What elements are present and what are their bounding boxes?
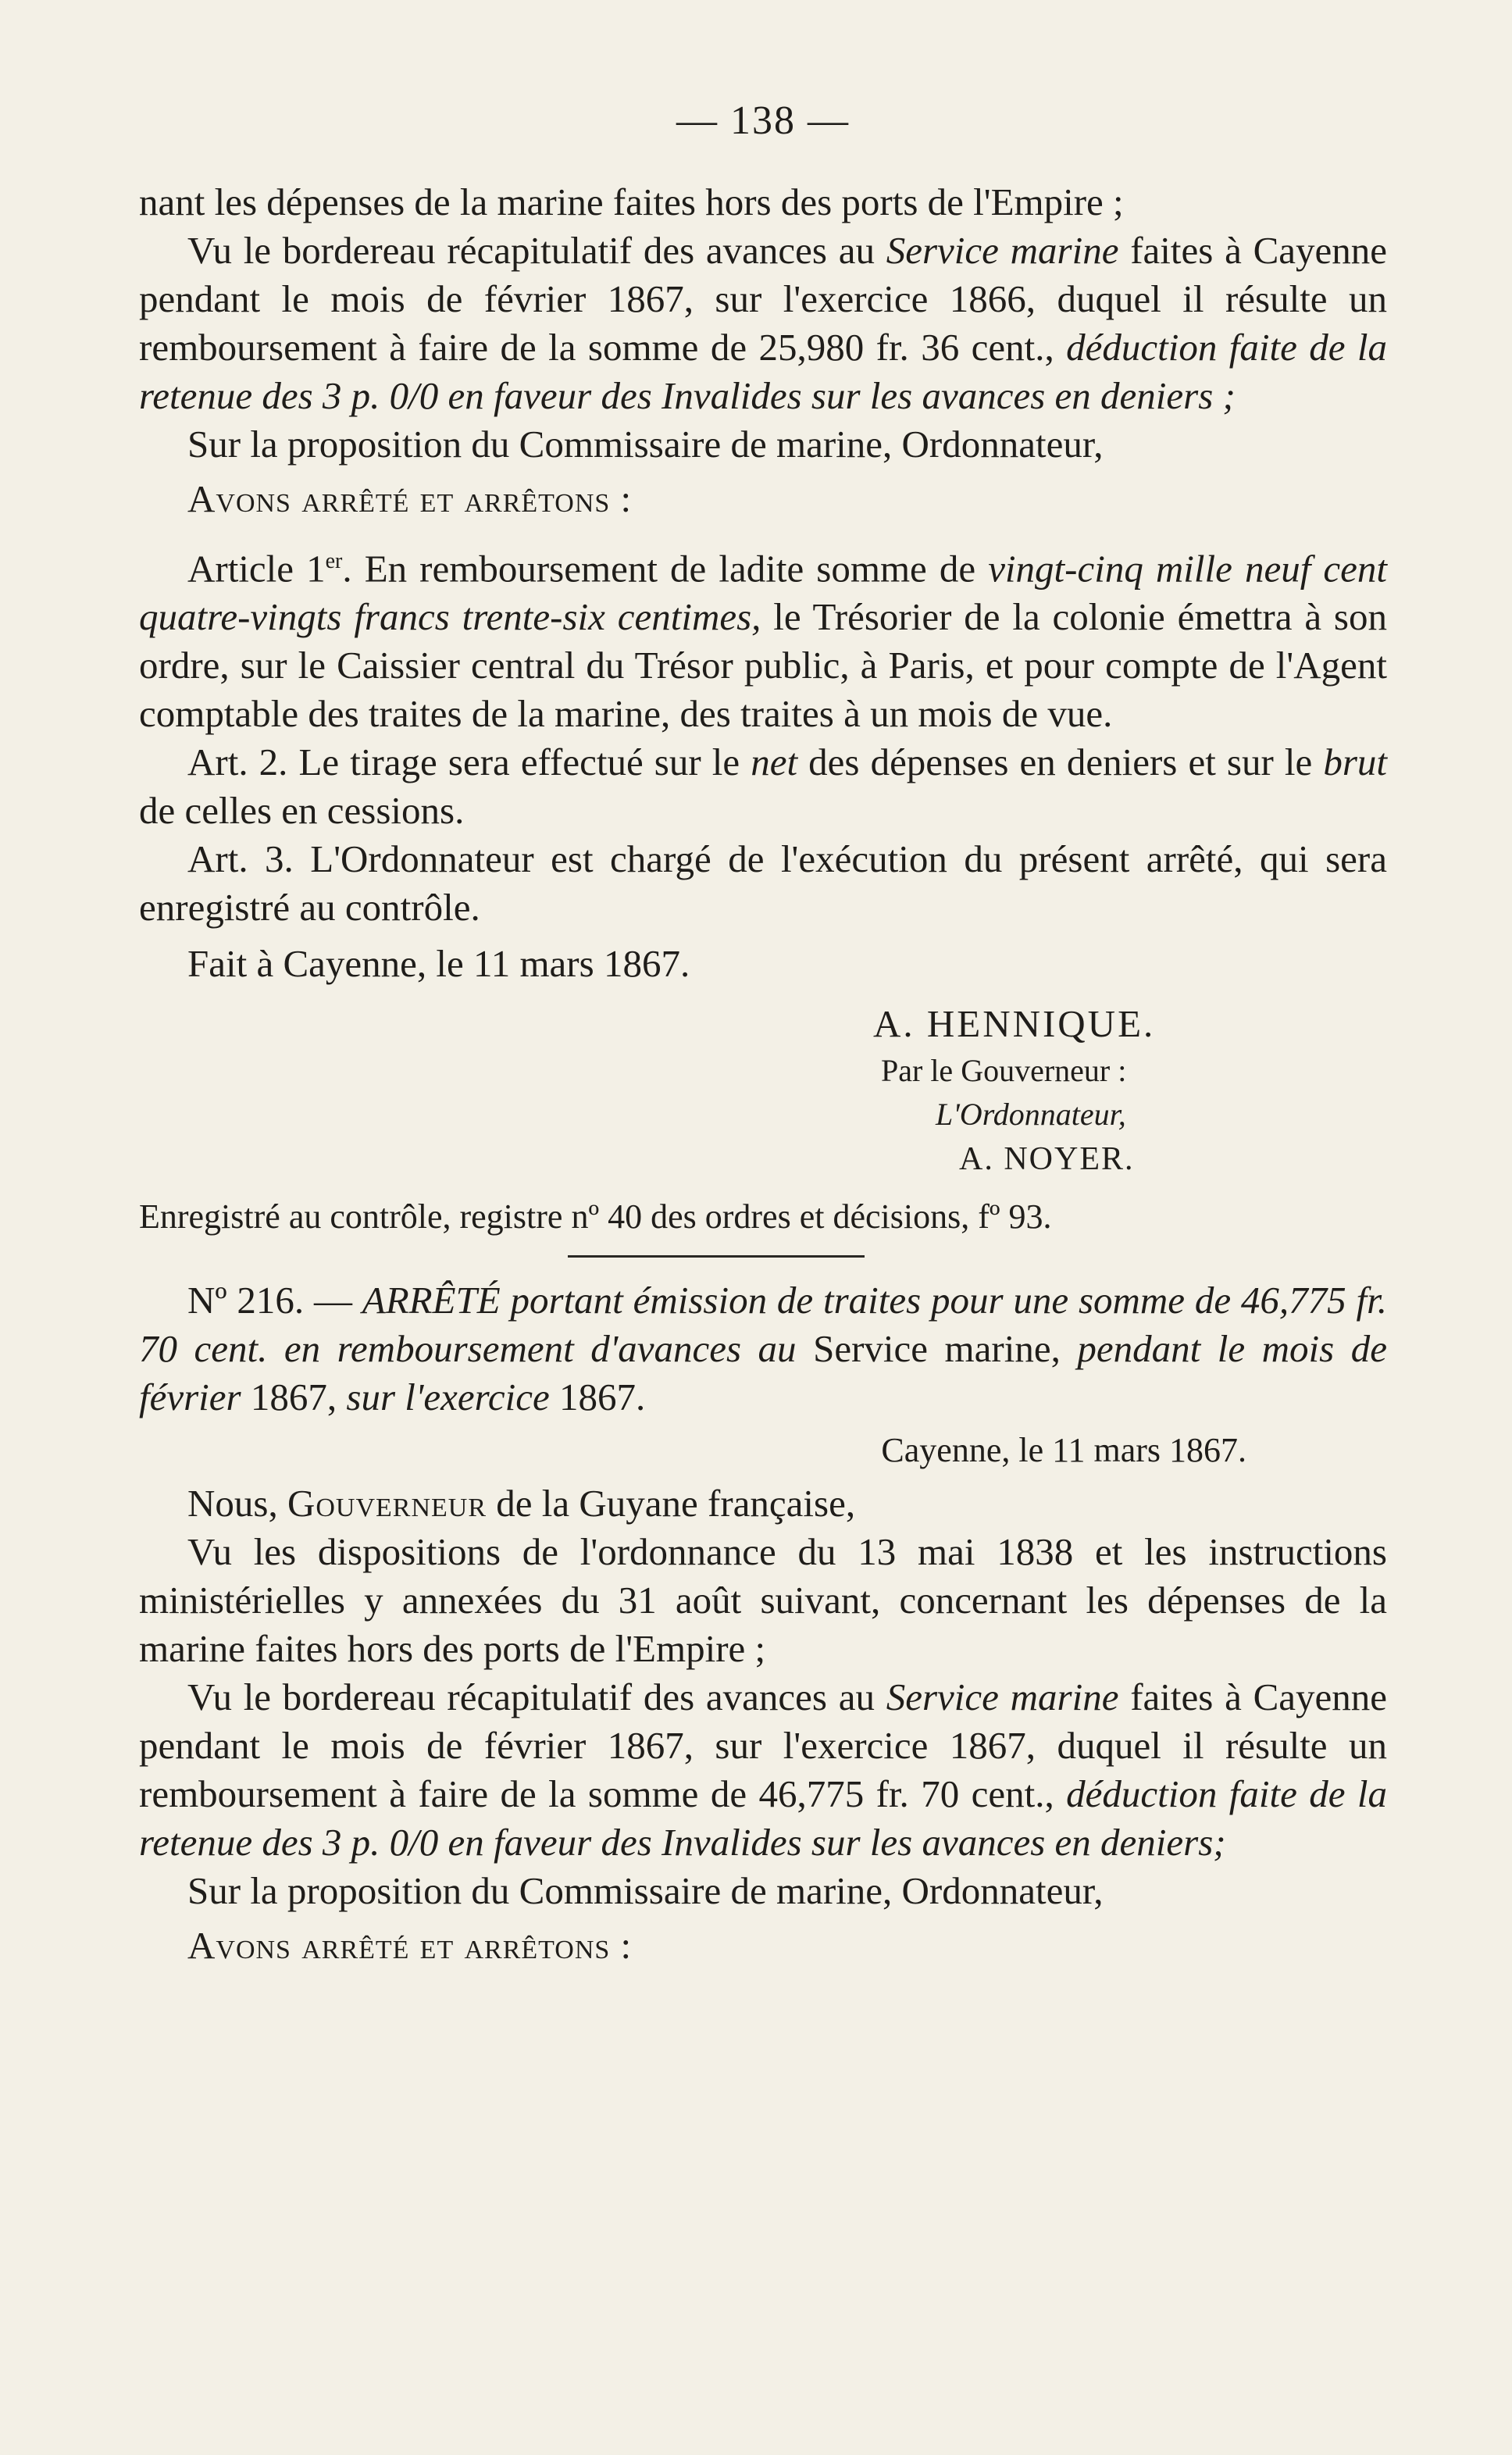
- italic-run: net: [751, 740, 798, 784]
- ordonnateur-role: L'Ordonnateur,: [936, 1097, 1126, 1133]
- decree-continuation: [139, 178, 1387, 1241]
- paragraph-bordereau: [139, 227, 1387, 420]
- text-run: 1867,: [241, 1376, 347, 1419]
- text-run: de la Guyane française,: [487, 1482, 856, 1525]
- page-number: — 138 —: [676, 98, 850, 143]
- article-2: [139, 738, 1387, 835]
- text-run: Art. 2. Le tirage sera effectué sur le: [187, 740, 751, 784]
- paragraph-proposition-2: Sur la proposition du Commissaire de marine, Ordonnateur,: [187, 1869, 1104, 1913]
- signatory-name: A. HENNIQUE.: [873, 1002, 1156, 1046]
- section-divider: [568, 1255, 865, 1258]
- text-run: de celles en cessions.: [139, 789, 465, 833]
- decree-date: Cayenne, le 11 mars 1867.: [881, 1431, 1246, 1470]
- text-run: Vu le bordereau récapitulatif des avances au: [187, 1675, 886, 1719]
- ordonnateur-name: A. NOYER.: [959, 1141, 1135, 1178]
- decree-216: [139, 1276, 1387, 1970]
- decree-number: Nº 216. —: [187, 1279, 362, 1322]
- text-run: 1867.: [549, 1376, 646, 1419]
- paragraph-bordereau-2: [139, 1673, 1387, 1867]
- text-run: des dépenses en deniers et sur le: [797, 740, 1324, 784]
- italic-run: ARRÊTÉ portant émission de traites pour une somme de 46,775 fr. 70 cent. en remboursement d'avances au: [139, 1279, 1387, 1371]
- italic-run: déduction faite de la retenue des 3 p. 0/0 en faveur des Invalides sur les avances en deniers;: [139, 1772, 1387, 1864]
- text-run: Service marine,: [796, 1327, 1078, 1371]
- article-label: Article 1: [187, 547, 326, 591]
- italic-run: sur l'exercice: [346, 1376, 550, 1419]
- article-1: [139, 537, 1387, 738]
- text-run: Nous,: [187, 1482, 287, 1525]
- text-run: faites à Cayenne pendant le mois de février 1867, sur l'exercice 1866, duquel il résulte un remboursement à faire de la somme de 25,980 fr. 36 cent.,: [139, 229, 1388, 369]
- decision-line: Avons arrêté et arrêtons :: [187, 477, 633, 520]
- text-run: le Trésorier de la colonie émettra à son ordre, sur le Caissier central du Trésor public, à Paris, et pour compte de l'Agent comptable des traites de la marine, des traites à un mois de vue.: [139, 595, 1387, 736]
- registration-note: Enregistré au contrôle, registre nº 40 des ordres et décisions, fº 93.: [139, 1197, 1052, 1236]
- by-governor-line: Par le Gouverneur :: [881, 1053, 1127, 1089]
- paragraph-ports-continued: [139, 178, 1387, 227]
- text-run: Vu le bordereau récapitulatif des avances au: [187, 229, 886, 272]
- governor-line: [139, 1479, 1387, 1528]
- paragraph-proposition: Sur la proposition du Commissaire de marine, Ordonnateur,: [187, 423, 1104, 466]
- decree-heading: [139, 1276, 1387, 1422]
- italic-run: déduction faite de la retenue des 3 p. 0/0 en faveur des Invalides sur les avances en deniers ;: [139, 326, 1387, 417]
- superscript: er: [325, 549, 343, 573]
- italic-run: brut: [1323, 740, 1387, 784]
- article-3: Art. 3. L'Ordonnateur est chargé de l'exécution du présent arrêté, qui sera enregistré au contrôle.: [139, 837, 1387, 930]
- italic-run: vingt-cinq mille neuf cent quatre-vingts francs trente-six centimes,: [139, 547, 1387, 639]
- signature-block: [873, 999, 1387, 1182]
- text-run: faites à Cayenne pendant le mois de février 1867, sur l'exercice 1867, duquel il résulte un remboursement à faire de la somme de 46,775 fr. 70 cent.,: [139, 1675, 1388, 1816]
- italic-run: pendant le mois de février: [139, 1327, 1387, 1419]
- text-run: . En remboursement de ladite somme de: [342, 547, 989, 591]
- done-at-line: Fait à Cayenne, le 11 mars 1867.: [187, 942, 690, 986]
- paragraph-text: nant les dépenses de la marine faites hors des ports de l'Empire ;: [139, 180, 1124, 223]
- italic-run: Service marine: [886, 1675, 1119, 1719]
- italic-run: Service marine: [886, 229, 1119, 272]
- small-caps-run: Gouverneur: [287, 1482, 487, 1525]
- paragraph-ordonnance: Vu les dispositions de l'ordonnance du 13 mai 1838 et les instructions ministérielles y annexées du 31 août suivant, concernant les dépenses de la marine faites hors des ports de l'Empire ;: [139, 1530, 1387, 1671]
- decision-line-2: Avons arrêté et arrêtons :: [187, 1924, 633, 1968]
